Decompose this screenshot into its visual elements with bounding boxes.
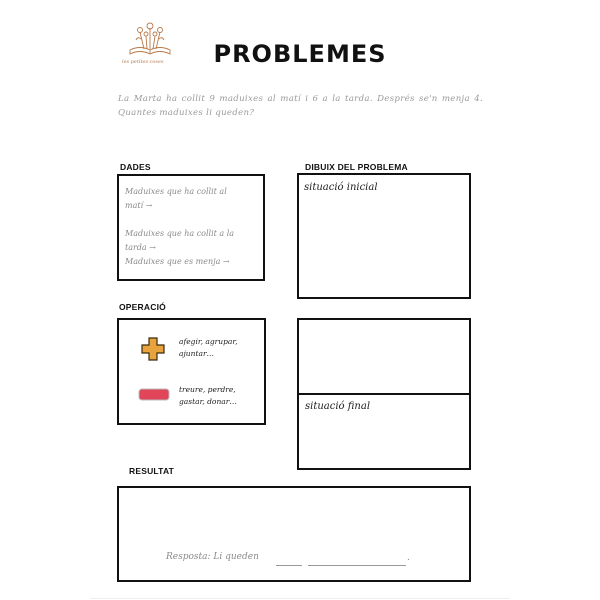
operacio-box	[117, 318, 266, 425]
resultat-label: RESULTAT	[129, 466, 175, 476]
dades-box	[117, 174, 265, 281]
minus-description-2: gastar, donar…	[179, 397, 237, 406]
dades-line: matí →	[125, 201, 153, 210]
dades-line: Maduixes que ha collit a la	[125, 229, 235, 238]
situacio-inicial-label: situació inicial	[304, 182, 378, 193]
answer-end: .	[407, 553, 410, 563]
dades-label: DADES	[120, 162, 151, 172]
dibuix-inicial-box	[297, 173, 471, 299]
answer-blank-number	[276, 565, 302, 566]
minus-description-1: treure, perdre,	[179, 385, 236, 394]
dibuix-final-box	[297, 393, 471, 470]
operacio-label: OPERACIÓ	[119, 302, 166, 312]
resultat-box	[117, 486, 471, 582]
dibuix-label: DIBUIX DEL PROBLEMA	[305, 162, 408, 172]
logo-text: les petites coses	[122, 59, 164, 65]
footer-divider	[90, 598, 510, 599]
plus-icon	[140, 336, 166, 362]
dades-line: Maduixes que es menja →	[125, 257, 230, 266]
page-title: PROBLEMES	[213, 40, 387, 68]
plus-description-2: ajuntar…	[179, 349, 215, 358]
minus-icon	[138, 388, 170, 402]
dades-line: Maduixes que ha collit al	[125, 187, 227, 196]
plus-description-1: afegir, agrupar,	[179, 337, 238, 346]
dibuix-middle-box	[297, 318, 471, 395]
situacio-final-label: situació final	[305, 401, 371, 412]
answer-prefix: Resposta: Li queden	[166, 552, 259, 562]
dades-line: tarda →	[125, 243, 156, 252]
problem-statement: La Marta ha collit 9 maduixes al matí i 6 a la tarda. Després se'n menja 4. Quantes maduixes li queden?	[118, 94, 483, 118]
answer-blank-unit	[308, 565, 406, 566]
